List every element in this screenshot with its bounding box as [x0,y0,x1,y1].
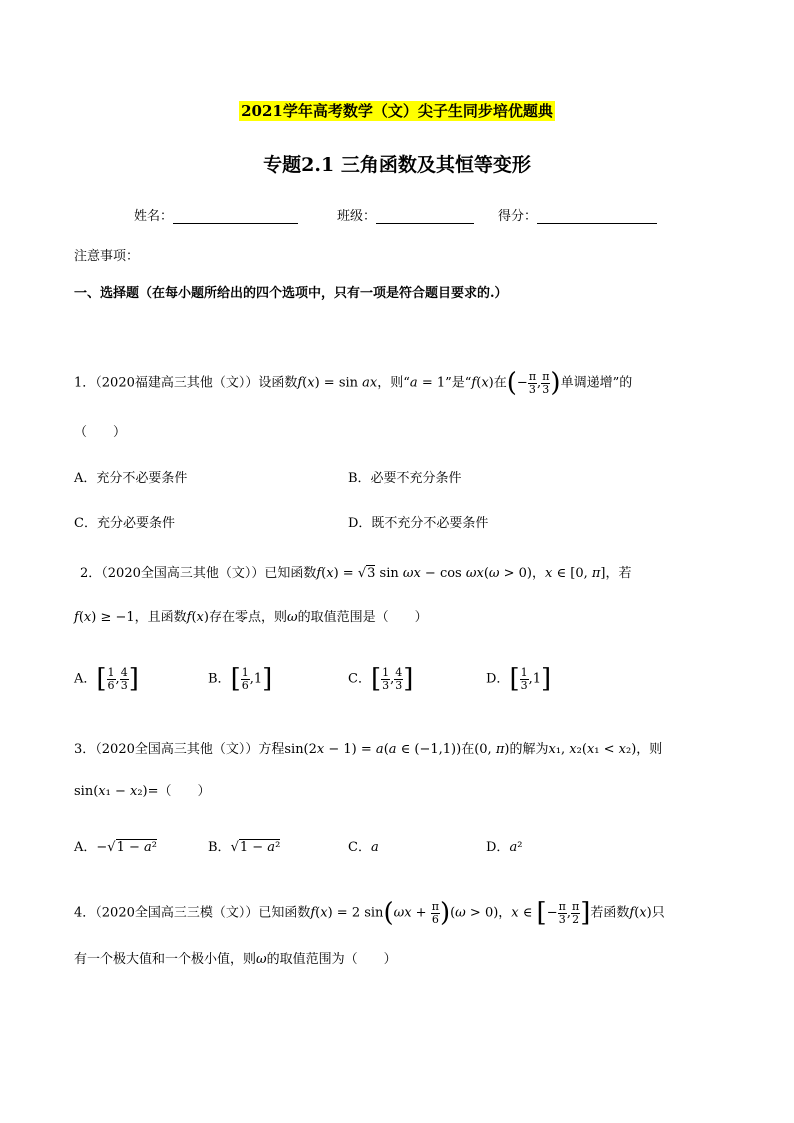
name-field: 姓名： [134,205,298,224]
question-2: 2．（2020全国高三其他（文））已知函数f(x) = √3 sin ωx − cos ωx(ω > 0)，x ∈ [0, π]，若 [80,566,632,581]
question-3: 3．（2020全国高三其他（文））方程sin(2x − 1) = a(a ∈ (−1,1))在(0, π)的解为x₁, x₂(x₁ < x₂)，则 [74,742,663,757]
class-field: 班级： [337,205,474,224]
q3-option-a: A．−√1 − a² [74,840,157,855]
question-3-line2: sin(x₁ − x₂)=（ ） [74,784,211,799]
question-1: 1．（2020福建高三其他（文））设函数f(x) = sin ax，则“a = 1”是“f(x)在(− $\frac{\pi}{3}$ , $\frac{\pi}{3}$ )单调递增”的 [74,368,633,398]
q2-option-a: A．[ $\frac{1}{6}$ , $\frac{4}{3}$ ] [74,664,139,694]
q3-option-d: D．a² [486,840,523,855]
q1-option-c: C．充分必要条件 [74,516,175,531]
question-4: 4．（2020全国高三三模（文））已知函数f(x) = 2 sin(ωx + $\frac{\pi}{6}$ )(ω > 0)，x ∈ [− $\frac{\pi}{3}$ , $\frac{\pi}{2}$ ]若函数f(x)只 [74,898,665,928]
q2-option-b: B．[ $\frac{1}{6}$ ,1] [208,664,273,694]
question-4-line2: 有一个极大值和一个极小值，则ω的取值范围为（ ） [74,952,397,967]
q1-option-a: A．充分不必要条件 [74,471,188,486]
q3-option-c: C．a [348,840,379,855]
page-title: 专题2.1 三角函数及其恒等变形 [263,154,531,176]
question-1-paren: （ ） [74,425,127,440]
section-heading: 一、选择题（在每小题所给出的四个选项中，只有一项是符合题目要求的.） [74,286,508,301]
series-header: 2021学年高考数学（文）尖子生同步培优题典 [241,102,553,120]
q2-option-c: C．[ $\frac{1}{3}$ , $\frac{4}{3}$ ] [348,664,414,694]
q3-option-b: B．√1 − a² [208,840,281,855]
q1-option-d: D．既不充分不必要条件 [348,516,489,531]
notice-label: 注意事项： [74,249,140,264]
score-field: 得分： [498,205,657,224]
q1-option-b: B．必要不充分条件 [348,471,462,486]
q2-option-d: D．[ $\frac{1}{3}$ ,1] [486,664,552,694]
question-2-line2: f(x) ≥ −1，且函数f(x)存在零点，则ω的取值范围是（ ） [74,610,428,625]
